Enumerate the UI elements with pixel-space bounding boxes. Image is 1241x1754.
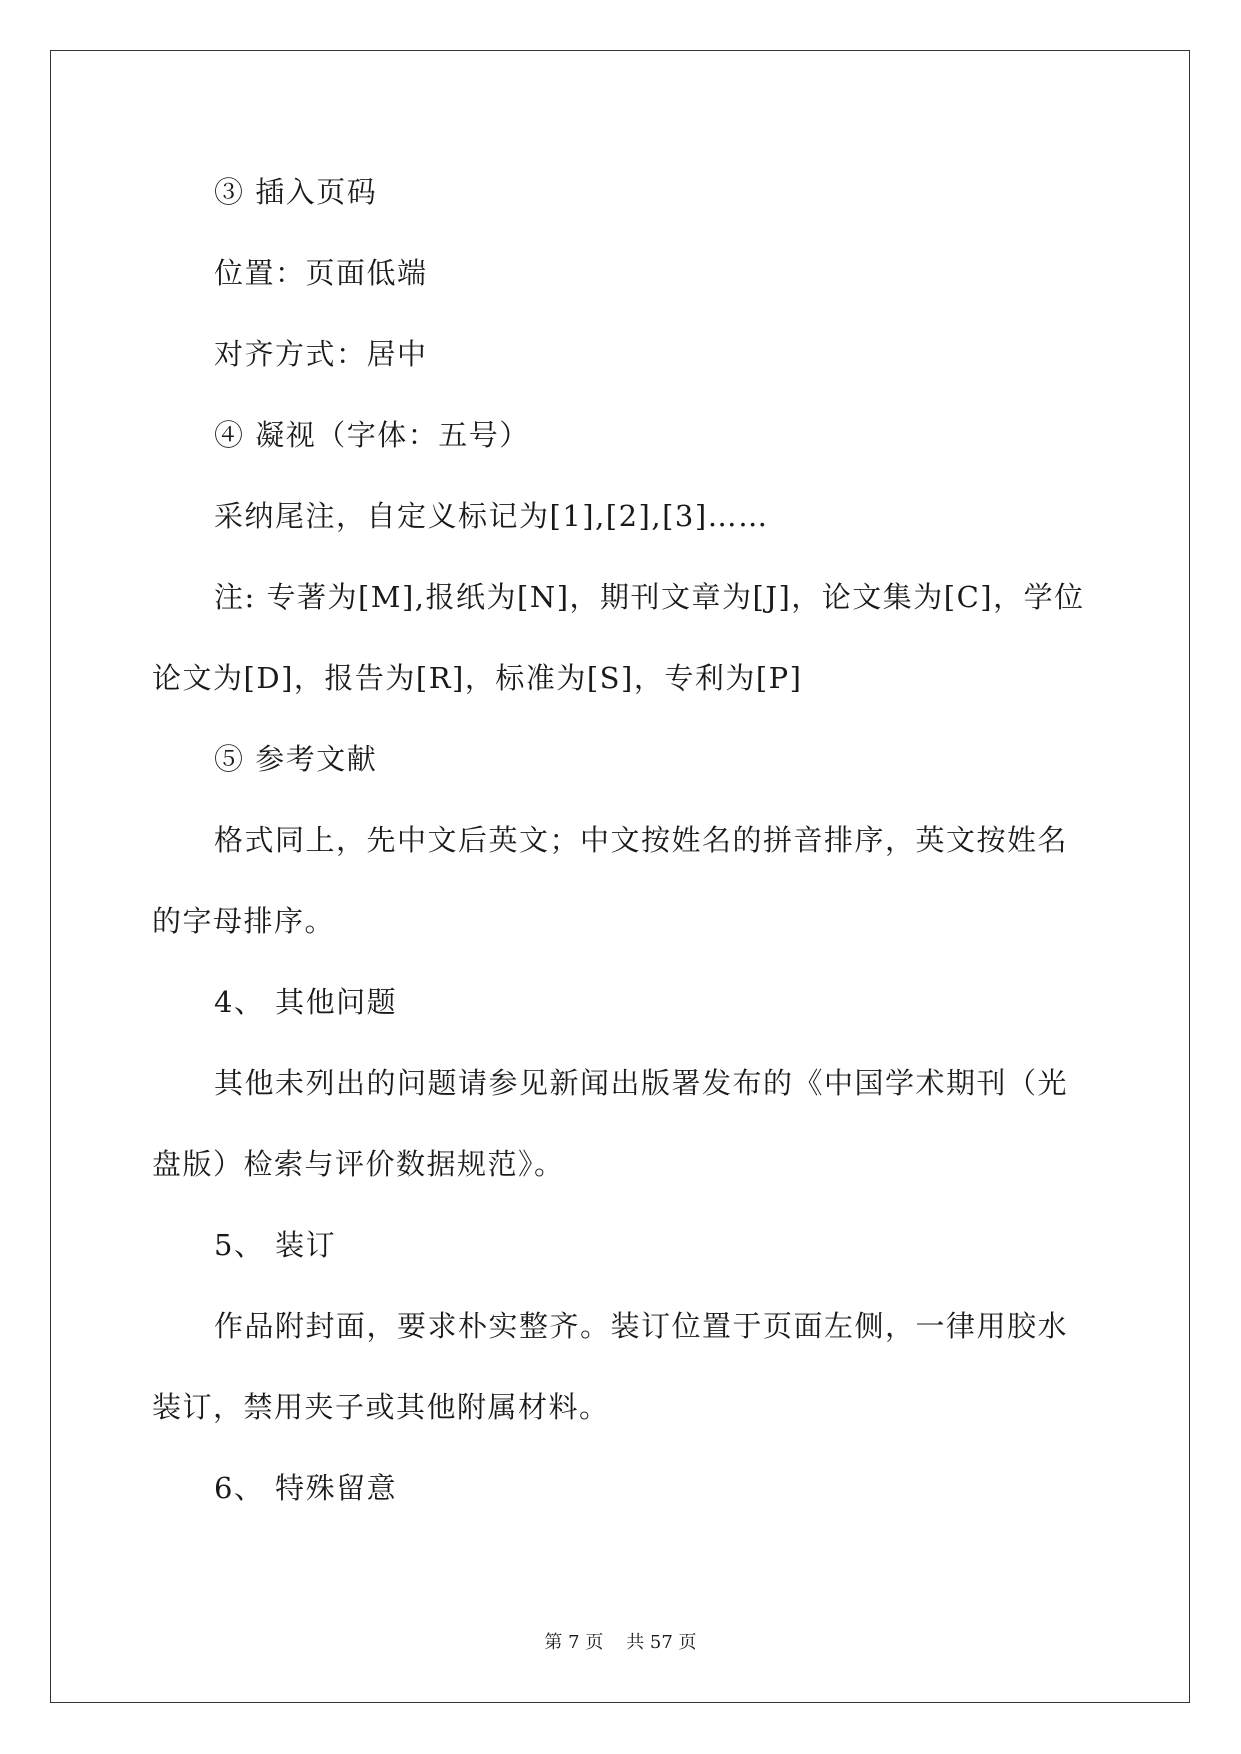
text-alignment: 对齐方式：居中 [214, 337, 428, 371]
heading-special-notes: 6、 特殊留意 [214, 1471, 398, 1505]
text-format-line-2: 的字母排序。 [152, 904, 336, 938]
text-binding-line-1: 作品附封面，要求朴实整齐。装订位置于页面左侧，一律用胶水 [214, 1309, 1069, 1343]
heading-binding: 5、 装订 [214, 1228, 337, 1262]
heading-other-issues: 4、 其他问题 [214, 985, 398, 1019]
page-border [50, 50, 1190, 1703]
heading-annotation: ④ 凝视（字体：五号） [214, 418, 530, 452]
heading-insert-page-number: ③ 插入页码 [214, 175, 378, 209]
text-position: 位置：页面低端 [214, 256, 428, 290]
text-other-line-2: 盘版）检索与评价数据规范》。 [152, 1147, 565, 1181]
text-note-line-1: 注: 专著为[M],报纸为[N]，期刊文章为[J]，论文集为[C]，学位 [214, 580, 1085, 614]
text-note-line-2: 论文为[D]，报告为[R]，标准为[S]，专利为[P] [152, 661, 803, 695]
text-other-line-1: 其他未列出的问题请参见新闻出版署发布的《中国学术期刊（光 [214, 1066, 1069, 1100]
page-number-footer: 第 7 页 共 57 页 [544, 1632, 697, 1653]
text-binding-line-2: 装订，禁用夹子或其他附属材料。 [152, 1390, 610, 1424]
heading-references: ⑤ 参考文献 [214, 742, 378, 776]
text-format-line-1: 格式同上，先中文后英文；中文按姓名的拼音排序，英文按姓名 [214, 823, 1069, 857]
text-endnote: 采纳尾注，自定义标记为[1],[2],[3]…… [214, 499, 769, 533]
